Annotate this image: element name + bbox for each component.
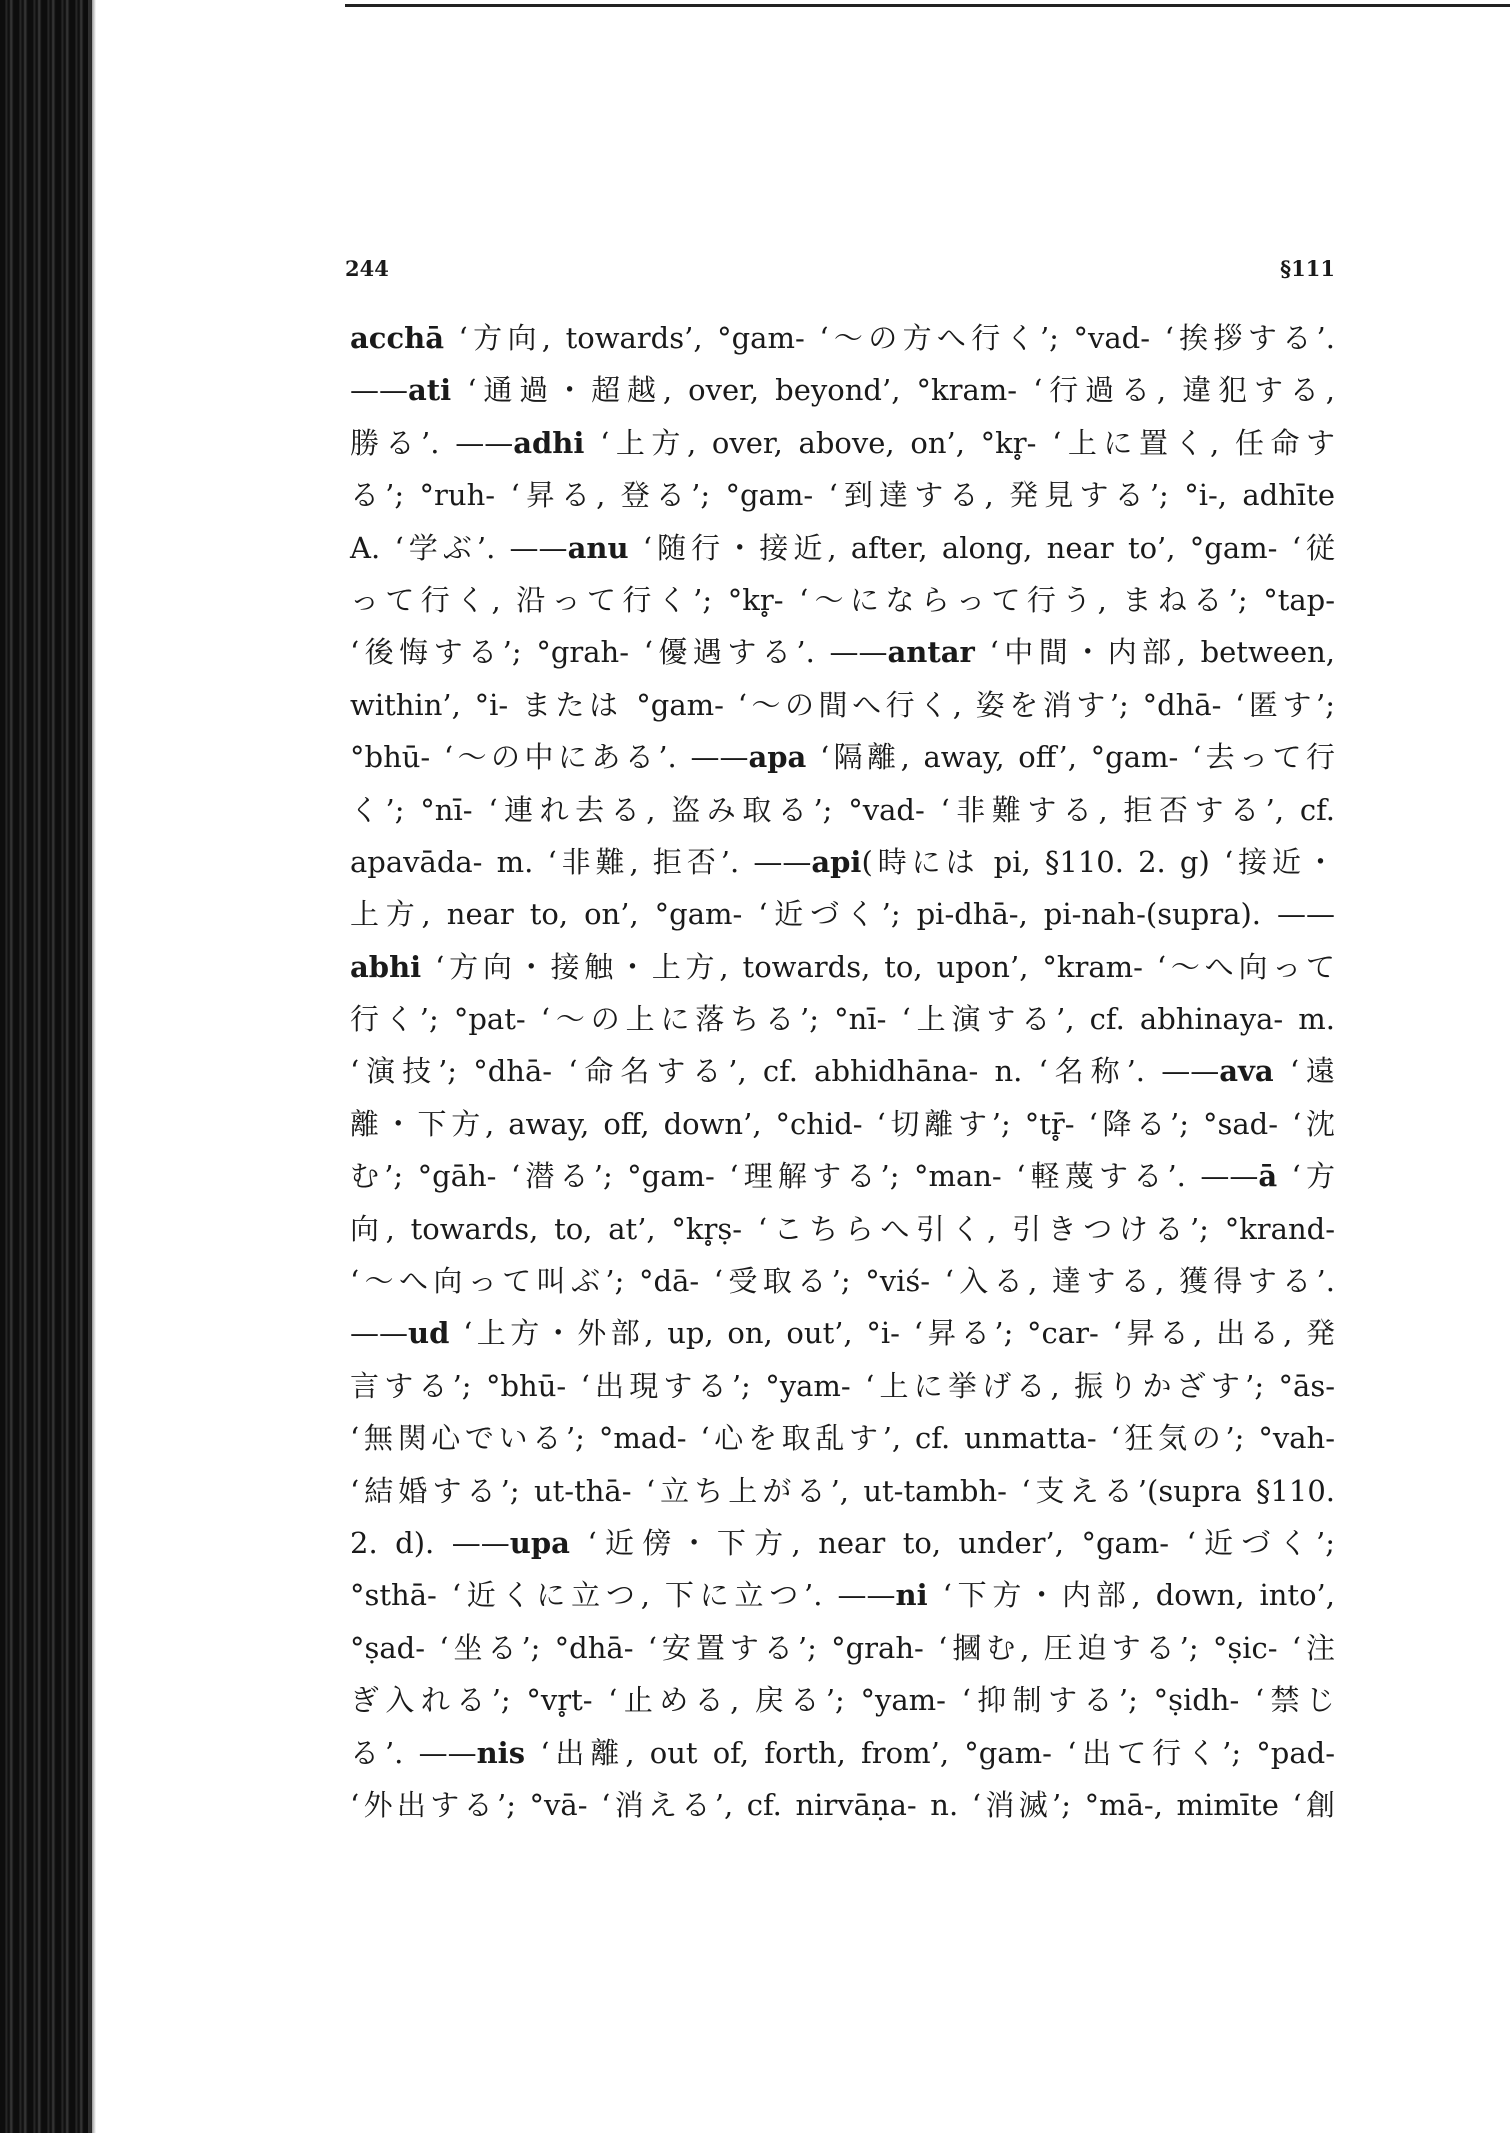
prefix-headword: ā — [1258, 1159, 1278, 1194]
prefix-headword: antar — [887, 635, 975, 670]
text-line: acchā ‘方向, towards’, °gam- ‘〜の方へ行く’; °vad- ‘挨拶する’. — [350, 321, 1335, 355]
prefix-headword: ud — [408, 1316, 450, 1351]
text-line: abhi ‘方向・接触・上方, towards, to, upon’, °kram- ‘〜へ向って — [350, 949, 1335, 984]
prefix-headword: anu — [567, 530, 629, 565]
section-reference: §111 — [1280, 256, 1335, 281]
prefix-headword: nis — [476, 1735, 526, 1770]
text-line: 上方, near to, on’, °gam- ‘近づく’; pi-dhā-, pi-nah-(supra). —— — [350, 897, 1335, 932]
text-line: く’; °nī- ‘連れ去る, 盗み取る’; °vad- ‘非難する, 拒否する’, cf. — [350, 792, 1335, 827]
text-line: A. ‘学ぶ’. ——anu ‘随行・接近, after, along, near to’, °gam- ‘従 — [350, 530, 1335, 565]
text-line: ‘結婚する’; ut-thā- ‘立ち上がる’, ut-tambh- ‘支える’(supra §110. — [350, 1473, 1335, 1508]
text-line: って行く, 沿って行く’; °kr̥- ‘〜にならって行う, まねる’; °tap- — [350, 582, 1335, 617]
text-line: ‘演技’; °dhā- ‘命名する’, cf. abhidhāna- n. ‘名称’. ——ava ‘遠 — [350, 1054, 1335, 1089]
prefix-headword: acchā — [350, 321, 444, 355]
text-line: °ṣad- ‘坐る’; °dhā- ‘安置する’; °grah- ‘摑む, 圧迫する’; °ṣic- ‘注 — [350, 1630, 1335, 1665]
text-line: 向, towards, to, at’, °kr̥ṣ- ‘こちらへ引く, 引きつける’; °krand- — [350, 1211, 1335, 1246]
prefix-headword: ni — [895, 1578, 928, 1613]
prefix-headword: ava — [1219, 1054, 1274, 1089]
text-line: ——ud ‘上方・外部, up, on, out’, °i- ‘昇る’; °car- ‘昇る, 出る, 発 — [350, 1316, 1335, 1351]
text-line: °bhū- ‘〜の中にある’. ——apa ‘隔離, away, off’, °gam- ‘去って行 — [350, 740, 1336, 775]
text-line: ぎ入れる’; °vr̥t- ‘止める, 戻る’; °yam- ‘抑制する’; °ṣidh- ‘禁じ — [350, 1683, 1335, 1718]
text-line: 2. d). ——upa ‘近傍・下方, near to, under’, °gam- ‘近づく’; — [350, 1525, 1335, 1560]
prefix-headword: adhi — [513, 425, 585, 460]
prefix-headword: upa — [509, 1525, 570, 1560]
prefix-headword: api — [811, 844, 862, 879]
text-line: ‘後悔する’; °grah- ‘優遇する’. ——antar ‘中間・内部, between, — [350, 635, 1336, 670]
page-header — [345, 256, 1335, 286]
text-line: 行く’; °pat- ‘〜の上に落ちる’; °nī- ‘上演する’, cf. abhinaya- m. — [350, 1002, 1335, 1037]
text-line: 勝る’. ——adhi ‘上方, over, above, on’, °kr̥- ‘上に置く, 任命す — [350, 425, 1336, 460]
text-line: 言する’; °bhū- ‘出現する’; °yam- ‘上に挙げる, 振りかざす’; °ās- — [350, 1368, 1335, 1403]
text-line: ‘外出する’; °vā- ‘消える’, cf. nirvāṇa- n. ‘消滅’; °mā-, mimīte ‘創 — [350, 1787, 1335, 1822]
top-rule — [345, 4, 1510, 7]
text-line: る’. ——nis ‘出離, out of, forth, from’, °gam- ‘出て行く’; °pad- — [350, 1735, 1335, 1770]
text-line: ——ati ‘通過・超越, over, beyond’, °kram- ‘行過る, 違犯する, — [350, 373, 1335, 408]
text-line: 離・下方, away, off, down’, °chid- ‘切離す’; °tr̥̄- ‘降る’; °sad- ‘沈 — [350, 1106, 1335, 1141]
prefix-headword: abhi — [350, 949, 422, 984]
page-number: 244 — [345, 256, 389, 281]
text-line: within’, °i- または °gam- ‘〜の間へ行く, 姿を消す’; °dhā- ‘匿す’; — [350, 687, 1335, 722]
text-line: ‘無関心でいる’; °mad- ‘心を取乱す’, cf. unmatta- ‘狂気の’; °vah- — [350, 1421, 1335, 1456]
text-line: る’; °ruh- ‘昇る, 登る’; °gam- ‘到達する, 発見する’; °i-, adhīte — [350, 478, 1335, 513]
prefix-headword: apa — [748, 740, 807, 775]
book-binding-edge — [0, 0, 92, 2133]
text-line: apavāda- m. ‘非難, 拒否’. ——api(時には pi, §110. 2. g) ‘接近・ — [350, 844, 1335, 879]
text-line: む’; °gāh- ‘潜る’; °gam- ‘理解する’; °man- ‘軽蔑する’. ——ā ‘方 — [350, 1159, 1335, 1194]
body-text — [350, 312, 1335, 1831]
text-line: ‘〜へ向って叫ぶ’; °dā- ‘受取る’; °viś- ‘入る, 達する, 獲得する’. — [350, 1264, 1335, 1299]
prefix-headword: ati — [408, 373, 452, 408]
text-line: °sthā- ‘近くに立つ, 下に立つ’. ——ni ‘下方・内部, down, into’, — [350, 1578, 1335, 1613]
